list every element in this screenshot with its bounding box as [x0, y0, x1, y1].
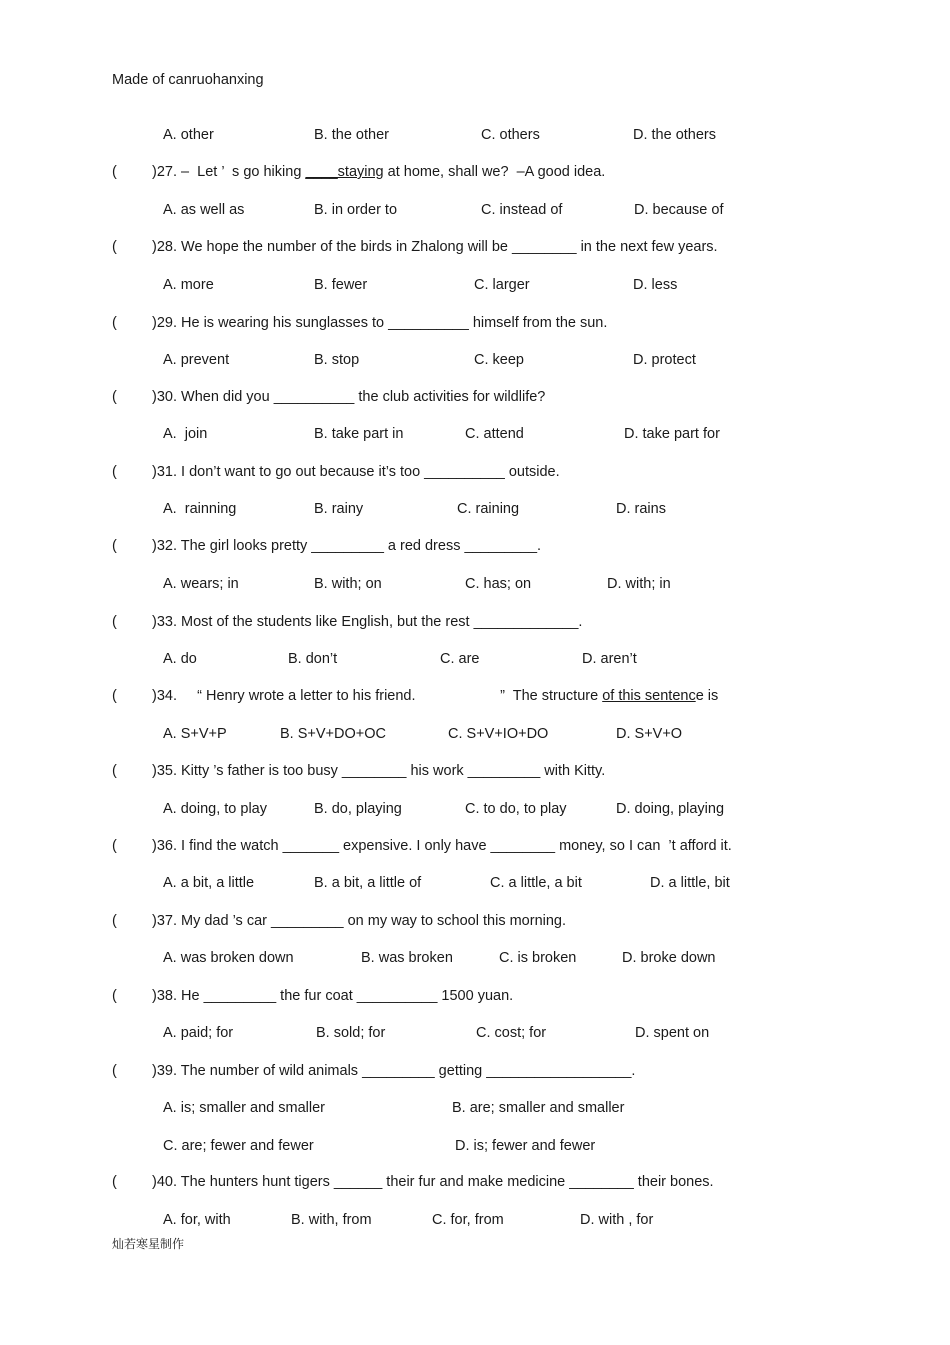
question-text: )35. Kitty ’s father is too busy ________ his work _________ with Kitty. — [152, 763, 606, 779]
option-b: B. are; smaller and smaller — [452, 1100, 625, 1116]
option-c: C. has; on — [465, 576, 532, 592]
option-b: B. the other — [314, 127, 389, 143]
question-text: )31. I don’t want to go out because it’s too __________ outside. — [152, 464, 560, 480]
answer-paren: ( — [112, 164, 117, 180]
question-text: )33. Most of the students like English, but the rest _____________. — [152, 614, 583, 630]
option-d: D. a little, bit — [650, 875, 730, 891]
option-c: C. S+V+IO+DO — [448, 726, 549, 742]
option-a: A. was broken down — [163, 950, 294, 966]
option-d: D. broke down — [622, 950, 716, 966]
option-a: A. rainning — [163, 501, 237, 517]
answer-paren: ( — [112, 913, 117, 929]
option-a: A. as well as — [163, 202, 245, 218]
option-b: B. with; on — [314, 576, 382, 592]
answer-paren: ( — [112, 614, 117, 630]
option-c: C. larger — [474, 277, 530, 293]
option-c: C. raining — [457, 501, 520, 517]
question-text: )34. “ Henry wrote a letter to his friend. ” The structure of this sentence is — [152, 688, 719, 704]
answer-paren: ( — [112, 538, 117, 554]
question-text: )27. – Let ’ s go hiking ____staying at home, shall we? –A good idea. — [152, 164, 606, 180]
answer-paren: ( — [112, 1174, 117, 1190]
option-d: D. rains — [616, 501, 666, 517]
option-b: B. don’t — [288, 651, 338, 667]
option-c: C. is broken — [499, 950, 577, 966]
question-text: )38. He _________ the fur coat __________ 1500 yuan. — [152, 988, 514, 1004]
question-text: )37. My dad ’s car _________ on my way to school this morning. — [152, 913, 567, 929]
option-c: C. instead of — [481, 202, 563, 218]
option-a: A. prevent — [163, 352, 230, 368]
answer-paren: ( — [112, 315, 117, 331]
option-a: A. doing, to play — [163, 801, 267, 817]
answer-paren: ( — [112, 464, 117, 480]
option-c: C. cost; for — [476, 1025, 547, 1041]
option-d: D. protect — [633, 352, 696, 368]
answer-paren: ( — [112, 1063, 117, 1079]
option-c: C. keep — [474, 352, 524, 368]
option-d: D. with; in — [607, 576, 671, 592]
option-b: B. take part in — [314, 426, 404, 442]
question-text: )39. The number of wild animals _________ getting __________________. — [152, 1063, 636, 1079]
option-c: C. for, from — [432, 1212, 504, 1228]
question-text: )40. The hunters hunt tigers ______ their fur and make medicine ________ their bones. — [152, 1174, 714, 1190]
option-b: B. a bit, a little of — [314, 875, 422, 891]
option-a: A. S+V+P — [163, 726, 227, 742]
option-b: B. with, from — [291, 1212, 372, 1228]
option-d: D. is; fewer and fewer — [455, 1138, 596, 1154]
option-b: B. in order to — [314, 202, 398, 218]
question-text: )28. We hope the number of the birds in Zhalong will be ________ in the next few years. — [152, 239, 718, 255]
option-d: D. aren’t — [582, 651, 637, 667]
option-b: B. rainy — [314, 501, 364, 517]
option-d: D. spent on — [635, 1025, 710, 1041]
option-b: B. sold; for — [316, 1025, 386, 1041]
option-d: D. S+V+O — [616, 726, 683, 742]
page-footer: 灿若寒星制作 — [112, 1237, 185, 1251]
answer-paren: ( — [112, 838, 117, 854]
question-text: )32. The girl looks pretty _________ a red dress _________. — [152, 538, 542, 554]
option-c: C. attend — [465, 426, 524, 442]
option-a: A. join — [163, 426, 208, 442]
option-d: D. doing, playing — [616, 801, 725, 817]
option-d: D. with , for — [580, 1212, 654, 1228]
option-a: A. do — [163, 651, 197, 667]
option-a: A. other — [163, 127, 214, 143]
page-header: Made of canruohanxing — [112, 72, 264, 88]
option-d: D. because of — [634, 202, 724, 218]
option-b: B. fewer — [314, 277, 368, 293]
answer-paren: ( — [112, 988, 117, 1004]
option-d: D. take part for — [624, 426, 720, 442]
option-b: B. stop — [314, 352, 360, 368]
answer-paren: ( — [112, 389, 117, 405]
option-c: C. a little, a bit — [490, 875, 582, 891]
answer-paren: ( — [112, 763, 117, 779]
option-b: B. S+V+DO+OC — [280, 726, 386, 742]
option-a: A. more — [163, 277, 214, 293]
option-b: B. do, playing — [314, 801, 402, 817]
answer-paren: ( — [112, 239, 117, 255]
option-b: B. was broken — [361, 950, 453, 966]
option-c: C. are — [440, 651, 480, 667]
question-text: )36. I find the watch _______ expensive. I only have ________ money, so I can ’t afford it. — [152, 838, 732, 854]
option-c: C. others — [481, 127, 540, 143]
option-d: D. the others — [633, 127, 717, 143]
option-c: C. to do, to play — [465, 801, 567, 817]
option-a: A. paid; for — [163, 1025, 234, 1041]
question-text: )29. He is wearing his sunglasses to __________ himself from the sun. — [152, 315, 608, 331]
option-c: C. are; fewer and fewer — [163, 1138, 314, 1154]
question-text: )30. When did you __________ the club activities for wildlife? — [152, 389, 546, 405]
option-a: A. a bit, a little — [163, 875, 255, 891]
option-d: D. less — [633, 277, 678, 293]
option-a: A. for, with — [163, 1212, 231, 1228]
answer-paren: ( — [112, 688, 117, 704]
option-a: A. wears; in — [163, 576, 239, 592]
option-a: A. is; smaller and smaller — [163, 1100, 325, 1116]
